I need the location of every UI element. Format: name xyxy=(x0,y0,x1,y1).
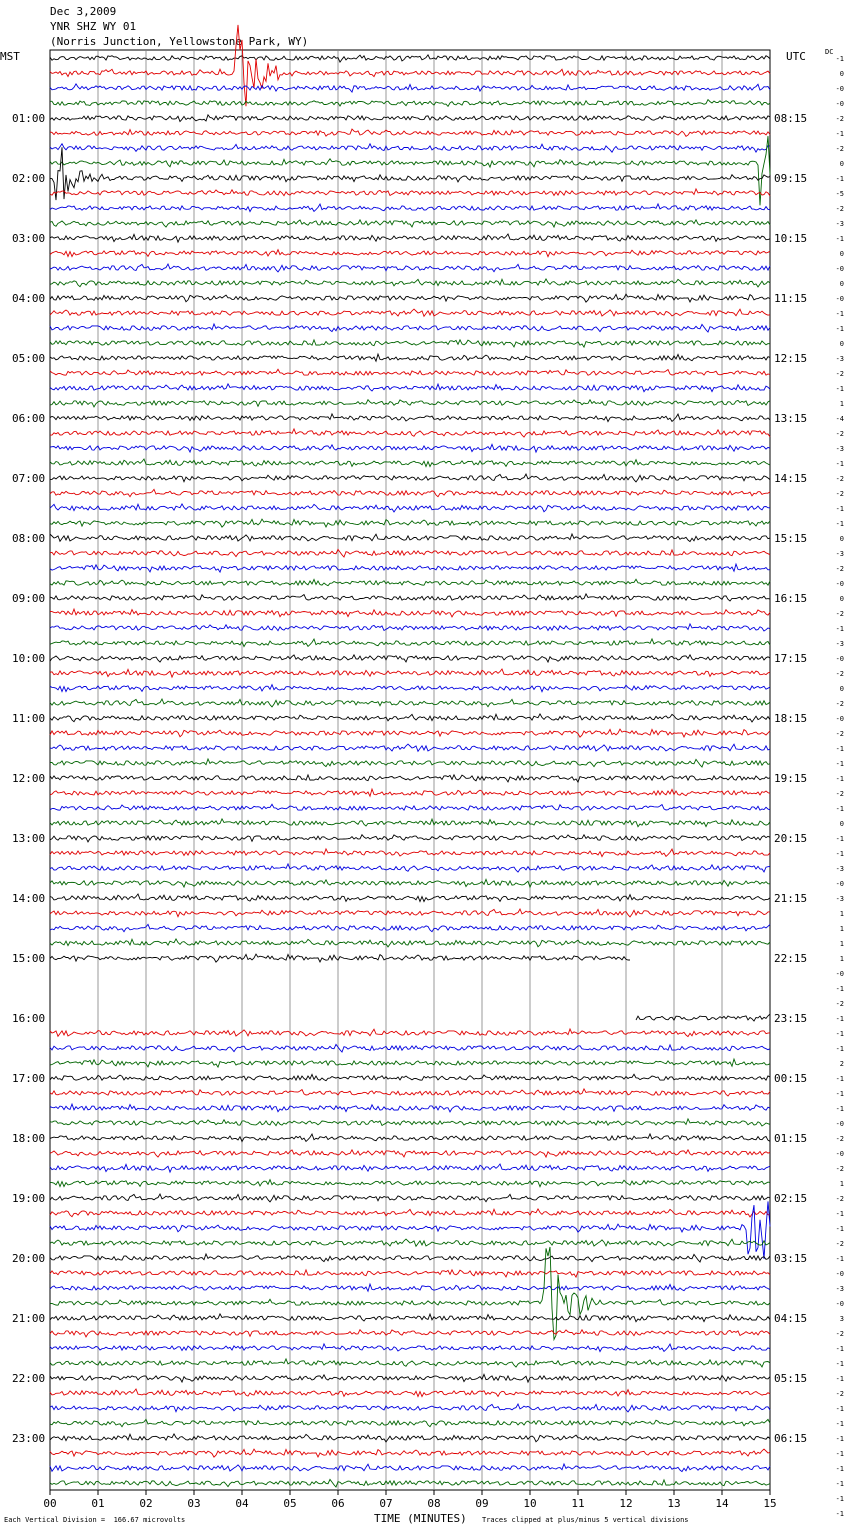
dc-offset-label: -0 xyxy=(835,1150,844,1158)
dc-offset-label: -1 xyxy=(835,1345,844,1353)
dc-offset-header: DC xyxy=(825,48,834,56)
dc-offset-labels xyxy=(836,55,844,1518)
right-hour-label: 06:15 xyxy=(774,1432,808,1445)
trace-54 xyxy=(50,864,770,872)
x-axis-label: TIME (MINUTES) xyxy=(374,1512,467,1525)
x-tick-label: 10 xyxy=(523,1497,537,1510)
x-tick-label: 02 xyxy=(139,1497,153,1510)
trace-25 xyxy=(50,429,770,437)
trace-91 xyxy=(50,1419,770,1426)
dc-offset-label: -0 xyxy=(835,1270,844,1278)
dc-offset-label: -1 xyxy=(835,850,844,858)
trace-58 xyxy=(50,924,770,931)
dc-offset-label: -3 xyxy=(835,220,844,228)
trace-16 xyxy=(50,294,770,302)
dc-offset-label: -1 xyxy=(835,1090,844,1098)
dc-offset-label: -1 xyxy=(835,1510,844,1518)
dc-offset-label: -2 xyxy=(835,1240,844,1248)
dc-offset-label: -2 xyxy=(835,610,844,618)
header-date: Dec 3,2009 xyxy=(50,5,117,18)
x-tick-label: 01 xyxy=(91,1497,105,1510)
dc-offset-label: -2 xyxy=(835,670,844,678)
trace-77 xyxy=(50,1209,770,1217)
dc-offset-label: -1 xyxy=(835,235,844,243)
left-hour-label: 06:00 xyxy=(12,412,46,425)
dc-offset-label: 0 xyxy=(839,280,844,288)
trace-2 xyxy=(50,84,770,92)
dc-offset-label: -1 xyxy=(835,1210,844,1218)
trace-11 xyxy=(50,220,770,227)
dc-offset-label: -2 xyxy=(835,205,844,213)
dc-offset-label: -1 xyxy=(835,1015,844,1023)
dc-offset-label: -1 xyxy=(835,505,844,513)
dc-offset-label: -1 xyxy=(835,460,844,468)
trace-49 xyxy=(50,789,770,796)
dc-offset-label: -1 xyxy=(835,1105,844,1113)
trace-53 xyxy=(50,849,770,857)
dc-offset-label: -2 xyxy=(835,1000,844,1008)
x-tick-label: 15 xyxy=(763,1497,777,1510)
dc-offset-label: -0 xyxy=(835,85,844,93)
dc-offset-label: -1 xyxy=(835,1360,844,1368)
dc-offset-label: 0 xyxy=(839,70,844,78)
trace-46 xyxy=(50,744,770,751)
dc-offset-label: -2 xyxy=(835,1390,844,1398)
trace-86 xyxy=(50,1344,770,1352)
right-hour-label: 19:15 xyxy=(774,772,808,785)
dc-offset-label: -1 xyxy=(835,325,844,333)
scale-note: Each Vertical Division = 166.67 microvolts xyxy=(4,1516,186,1524)
left-hour-labels xyxy=(12,112,45,1445)
x-tick-label: 13 xyxy=(667,1497,681,1510)
trace-4 xyxy=(50,115,770,122)
dc-offset-label: -1 xyxy=(835,1075,844,1083)
left-hour-label: 10:00 xyxy=(12,652,46,665)
left-hour-label: 17:00 xyxy=(12,1072,46,1085)
dc-offset-label: -5 xyxy=(835,190,844,198)
dc-offset-label: -2 xyxy=(835,1195,844,1203)
dc-offset-label: -1 xyxy=(835,1375,844,1383)
x-tick-label: 03 xyxy=(187,1497,201,1510)
right-hour-label: 01:15 xyxy=(774,1132,808,1145)
dc-offset-label: -1 xyxy=(835,985,844,993)
x-axis-ticks xyxy=(43,1490,776,1510)
left-hour-label: 18:00 xyxy=(12,1132,46,1145)
trace-64 xyxy=(636,1014,770,1021)
dc-offset-label: -1 xyxy=(835,835,844,843)
trace-88 xyxy=(50,1374,770,1382)
left-hour-label: 04:00 xyxy=(12,292,46,305)
dc-offset-label: -1 xyxy=(835,1480,844,1488)
dc-offset-label: -2 xyxy=(835,145,844,153)
dc-offset-label: -0 xyxy=(835,1300,844,1308)
right-hour-label: 14:15 xyxy=(774,472,808,485)
trace-18 xyxy=(50,324,770,332)
trace-0 xyxy=(50,55,770,62)
trace-3 xyxy=(50,100,770,107)
trace-24 xyxy=(50,414,770,422)
trace-85 xyxy=(50,1330,770,1337)
left-hour-label: 15:00 xyxy=(12,952,46,965)
trace-57 xyxy=(50,909,770,917)
trace-79 xyxy=(50,1239,770,1246)
trace-29 xyxy=(50,489,770,496)
trace-35 xyxy=(50,579,770,585)
dc-offset-label: -1 xyxy=(835,520,844,528)
trace-33 xyxy=(50,549,770,557)
trace-5 xyxy=(50,129,770,136)
trace-70 xyxy=(50,1104,770,1112)
trace-80 xyxy=(50,1254,770,1262)
dc-offset-label: -1 xyxy=(835,1255,844,1263)
trace-72 xyxy=(50,1134,770,1142)
trace-34 xyxy=(50,564,770,572)
trace-90 xyxy=(50,1404,770,1412)
left-hour-label: 21:00 xyxy=(12,1312,46,1325)
left-hour-label: 11:00 xyxy=(12,712,46,725)
trace-74 xyxy=(50,1164,770,1172)
trace-14 xyxy=(50,264,770,272)
seismic-traces xyxy=(50,25,770,1487)
left-hour-label: 12:00 xyxy=(12,772,46,785)
right-hour-label: 03:15 xyxy=(774,1252,808,1265)
dc-offset-label: -1 xyxy=(835,1045,844,1053)
dc-offset-label: -1 xyxy=(835,1495,844,1503)
dc-offset-label: -2 xyxy=(835,430,844,438)
dc-offset-label: -3 xyxy=(835,445,844,453)
dc-offset-label: 0 xyxy=(839,820,844,828)
dc-offset-label: -3 xyxy=(835,1285,844,1293)
dc-offset-label: 0 xyxy=(839,160,844,168)
dc-offset-label: -1 xyxy=(835,1435,844,1443)
dc-offset-label: -3 xyxy=(835,895,844,903)
trace-69 xyxy=(50,1089,770,1096)
dc-offset-label: -2 xyxy=(835,490,844,498)
trace-43 xyxy=(50,699,770,707)
dc-offset-label: -1 xyxy=(835,625,844,633)
trace-89 xyxy=(50,1389,770,1397)
trace-81 xyxy=(50,1270,770,1277)
right-hour-label: 22:15 xyxy=(774,952,808,965)
dc-offset-label: -3 xyxy=(835,355,844,363)
trace-30 xyxy=(50,504,770,512)
left-hour-label: 19:00 xyxy=(12,1192,46,1205)
left-hour-label: 22:00 xyxy=(12,1372,46,1385)
dc-offset-label: -1 xyxy=(835,310,844,318)
dc-offset-label: -1 xyxy=(835,175,844,183)
trace-41 xyxy=(50,669,770,677)
trace-27 xyxy=(50,459,770,467)
dc-offset-label: 0 xyxy=(839,535,844,543)
dc-offset-label: -2 xyxy=(835,730,844,738)
x-tick-label: 14 xyxy=(715,1497,729,1510)
dc-offset-label: 0 xyxy=(839,685,844,693)
right-hour-labels xyxy=(774,112,807,1445)
trace-10 xyxy=(50,204,770,212)
dc-offset-label: -2 xyxy=(835,115,844,123)
trace-13 xyxy=(50,250,770,257)
trace-68 xyxy=(50,1074,770,1080)
trace-55 xyxy=(50,879,770,887)
right-hour-label: 05:15 xyxy=(774,1372,808,1385)
dc-offset-label: -2 xyxy=(835,370,844,378)
left-hour-label: 09:00 xyxy=(12,592,46,605)
dc-offset-label: -0 xyxy=(835,295,844,303)
trace-45 xyxy=(50,729,770,737)
trace-94 xyxy=(50,1464,770,1472)
dc-offset-label: 0 xyxy=(839,340,844,348)
trace-59 xyxy=(50,939,770,947)
dc-offset-label: -2 xyxy=(835,700,844,708)
right-hour-label: 20:15 xyxy=(774,832,808,845)
dc-offset-label: 3 xyxy=(839,1315,844,1323)
trace-21 xyxy=(50,369,770,375)
trace-15 xyxy=(50,279,770,287)
right-hour-label: 17:15 xyxy=(774,652,808,665)
dc-offset-label: -1 xyxy=(835,775,844,783)
right-hour-label: 08:15 xyxy=(774,112,808,125)
dc-offset-label: -1 xyxy=(835,805,844,813)
trace-76 xyxy=(50,1194,770,1202)
dc-offset-label: 0 xyxy=(839,250,844,258)
dc-offset-label: 1 xyxy=(839,955,844,963)
trace-6 xyxy=(50,144,770,152)
right-hour-label: 15:15 xyxy=(774,532,808,545)
dc-offset-label: -1 xyxy=(835,760,844,768)
trace-44 xyxy=(50,714,770,722)
trace-75 xyxy=(50,1180,770,1187)
trace-39 xyxy=(50,639,770,647)
right-hour-label: 23:15 xyxy=(774,1012,808,1025)
trace-87 xyxy=(50,1359,770,1367)
dc-offset-label: -0 xyxy=(835,715,844,723)
trace-40 xyxy=(50,655,770,662)
dc-offset-label: -1 xyxy=(835,385,844,393)
x-tick-label: 12 xyxy=(619,1497,633,1510)
trace-12 xyxy=(50,234,770,242)
x-tick-label: 11 xyxy=(571,1497,585,1510)
right-hour-label: 21:15 xyxy=(774,892,808,905)
clip-note: Traces clipped at plus/minus 5 vertical divisions xyxy=(482,1516,689,1524)
right-hour-label: 02:15 xyxy=(774,1192,808,1205)
trace-22 xyxy=(50,384,770,392)
dc-offset-label: -3 xyxy=(835,550,844,558)
trace-51 xyxy=(50,819,770,827)
dc-offset-label: -0 xyxy=(835,880,844,888)
trace-71 xyxy=(50,1119,770,1126)
trace-9 xyxy=(50,189,770,196)
dc-offset-label: 1 xyxy=(839,925,844,933)
dc-offset-label: 1 xyxy=(839,400,844,408)
dc-offset-label: -1 xyxy=(835,1450,844,1458)
trace-52 xyxy=(50,835,770,842)
dc-offset-label: -2 xyxy=(835,1135,844,1143)
trace-66 xyxy=(50,1044,770,1052)
right-hour-label: 16:15 xyxy=(774,592,808,605)
dc-offset-label: -0 xyxy=(835,265,844,273)
dc-offset-label: -1 xyxy=(835,1405,844,1413)
trace-50 xyxy=(50,804,770,810)
x-tick-label: 05 xyxy=(283,1497,297,1510)
dc-offset-label: -3 xyxy=(835,640,844,648)
left-hour-label: 20:00 xyxy=(12,1252,46,1265)
dc-offset-label: -1 xyxy=(835,1225,844,1233)
dc-offset-label: -3 xyxy=(835,865,844,873)
trace-73 xyxy=(50,1150,770,1157)
dc-offset-label: -0 xyxy=(835,655,844,663)
right-hour-label: 18:15 xyxy=(774,712,808,725)
left-hour-label: 16:00 xyxy=(12,1012,46,1025)
left-hour-label: 07:00 xyxy=(12,472,46,485)
trace-38 xyxy=(50,624,770,631)
right-hour-label: 13:15 xyxy=(774,412,808,425)
trace-20 xyxy=(50,354,770,361)
dc-offset-label: -2 xyxy=(835,1165,844,1173)
trace-84 xyxy=(50,1314,770,1322)
left-hour-label: 14:00 xyxy=(12,892,46,905)
dc-offset-label: -2 xyxy=(835,565,844,573)
trace-82 xyxy=(50,1284,770,1291)
trace-36 xyxy=(50,594,770,601)
right-hour-label: 10:15 xyxy=(774,232,808,245)
left-hour-label: 02:00 xyxy=(12,172,46,185)
trace-23 xyxy=(50,400,770,407)
trace-19 xyxy=(50,340,770,347)
trace-93 xyxy=(50,1449,770,1457)
dc-offset-label: -0 xyxy=(835,100,844,108)
right-hour-label: 04:15 xyxy=(774,1312,808,1325)
dc-offset-label: -4 xyxy=(835,415,844,423)
dc-offset-label: 1 xyxy=(839,940,844,948)
dc-offset-label: -2 xyxy=(835,1330,844,1338)
x-tick-label: 04 xyxy=(235,1497,249,1510)
trace-1 xyxy=(50,25,770,106)
x-tick-label: 08 xyxy=(427,1497,441,1510)
dc-offset-label: -1 xyxy=(835,745,844,753)
x-tick-label: 00 xyxy=(43,1497,57,1510)
dc-offset-label: -1 xyxy=(835,1465,844,1473)
dc-offset-label: -1 xyxy=(835,130,844,138)
x-tick-label: 07 xyxy=(379,1497,393,1510)
x-tick-label: 06 xyxy=(331,1497,345,1510)
trace-60 xyxy=(50,954,630,962)
dc-offset-label: -2 xyxy=(835,475,844,483)
trace-37 xyxy=(50,609,770,617)
dc-offset-label: 1 xyxy=(839,1180,844,1188)
left-hour-label: 23:00 xyxy=(12,1432,46,1445)
trace-83 xyxy=(50,1247,770,1340)
trace-32 xyxy=(50,534,770,542)
left-timezone-label: MST xyxy=(0,50,20,63)
left-hour-label: 05:00 xyxy=(12,352,46,365)
trace-42 xyxy=(50,685,770,692)
right-hour-label: 12:15 xyxy=(774,352,808,365)
trace-47 xyxy=(50,759,770,767)
trace-95 xyxy=(50,1479,770,1487)
trace-48 xyxy=(50,775,770,782)
trace-17 xyxy=(50,309,770,316)
trace-28 xyxy=(50,474,770,482)
header-location: (Norris Junction, Yellowstone Park, WY) xyxy=(50,35,309,48)
dc-offset-label: 2 xyxy=(839,1060,844,1068)
right-hour-label: 00:15 xyxy=(774,1072,808,1085)
dc-offset-label: -2 xyxy=(835,790,844,798)
trace-31 xyxy=(50,519,770,527)
left-hour-label: 01:00 xyxy=(12,112,46,125)
trace-26 xyxy=(50,444,770,452)
left-hour-label: 13:00 xyxy=(12,832,46,845)
trace-56 xyxy=(50,894,770,902)
dc-offset-label: 1 xyxy=(839,910,844,918)
dc-offset-label: -0 xyxy=(835,970,844,978)
dc-offset-label: -1 xyxy=(835,55,844,63)
dc-offset-label: -0 xyxy=(835,1120,844,1128)
dc-offset-label: -1 xyxy=(835,1420,844,1428)
dc-offset-label: 0 xyxy=(839,595,844,603)
x-tick-label: 09 xyxy=(475,1497,489,1510)
left-hour-label: 08:00 xyxy=(12,532,46,545)
trace-92 xyxy=(50,1434,770,1442)
dc-offset-label: -1 xyxy=(835,1030,844,1038)
dc-offset-label: -0 xyxy=(835,580,844,588)
trace-67 xyxy=(50,1059,770,1067)
right-hour-label: 09:15 xyxy=(774,172,808,185)
trace-65 xyxy=(50,1029,770,1037)
right-timezone-label: UTC xyxy=(786,50,806,63)
left-hour-label: 03:00 xyxy=(12,232,46,245)
header-station: YNR SHZ WY 01 xyxy=(50,20,137,33)
right-hour-label: 11:15 xyxy=(774,292,808,305)
